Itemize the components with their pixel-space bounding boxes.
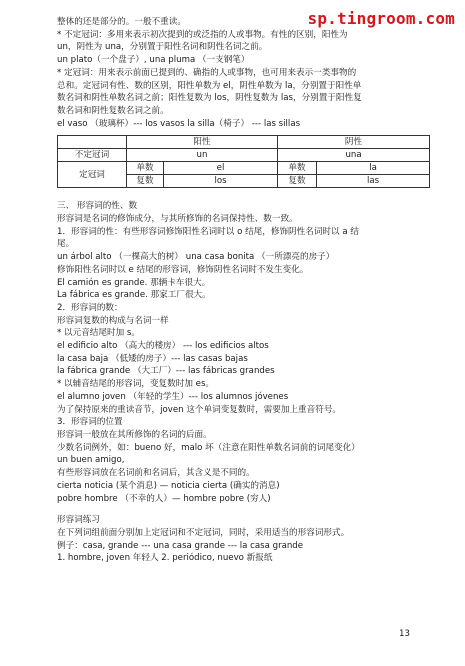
label-singular: 单数 [127, 162, 164, 175]
header-masculine: 阳性 [127, 136, 278, 149]
text-line: * 以辅音结尾的形容词，变复数时加 es。 [57, 379, 215, 390]
example-line: cierta noticia (某个消息) — noticia cierta (确实的消息) [57, 480, 280, 491]
cell-def-fem-pl: las [317, 175, 430, 188]
text-line: * 以元音结尾时加 s。 [57, 328, 140, 339]
row-label-indefinite: 不定冠词 [58, 149, 127, 162]
example-line: un plato（一个盘子）, una pluma （一支钢笔） [57, 55, 250, 66]
example-line: el alumno joven （年轻的学生）--- los alumnos jóvenes [57, 391, 289, 402]
text-line: 修饰阳性名词时以 e 结尾的形容词，修饰阴性名词时不发生变化。 [57, 264, 309, 275]
text-line: 数名词和阴性复数名词之前。 [57, 105, 169, 116]
example-line: un árbol alto （一棵高大的树） una casa bonita （一所漂亮的房子） [57, 252, 335, 263]
site-watermark: sp.tingroom.com [307, 9, 455, 28]
subheading: 3．形容词的位置 [57, 417, 123, 428]
exercise-section [57, 514, 429, 565]
section-heading: 形容词练习 [57, 515, 100, 526]
cell-indef-masc: un [127, 149, 278, 162]
text-line: un，阴性为 una，分别置于阳性名词和阴性名词之前。 [57, 42, 268, 53]
section-heading: 三、 形容词的性、数 [57, 201, 138, 212]
text-line: 形容词一般放在其所修饰的名词的后面。 [57, 429, 212, 440]
cell-def-fem-sg: la [317, 162, 430, 175]
text-line: 在下列词组前面分别加上定冠词和不定冠词，同时，采用适当的形容词形式。 [57, 527, 350, 538]
example-line: la fábrica grande （大工厂）--- las fábricas grandes [57, 366, 275, 377]
table-corner [58, 136, 127, 149]
text-line: 1．形容词的性：有些形容词修饰阳性名词时以 o 结尾，修饰阴性名词时以 a 结 [57, 226, 359, 237]
article-table [57, 135, 430, 188]
text-line: 整体的还是部分的。一般不重读。 [57, 17, 186, 27]
label-singular: 单数 [278, 162, 317, 175]
cell-def-masc-pl: los [164, 175, 278, 188]
cell-def-masc-sg: el [164, 162, 278, 175]
text-line: 总和。定冠词有性、数的区别，阳性单数为 el，阴性单数为 la，分别置于阳性单 [57, 80, 362, 91]
text-line: 少数名词例外，如：bueno 好，malo 坏（注意在阳性单数名词前的词尾变化） [57, 442, 360, 453]
subheading: 2．形容词的数： [57, 302, 123, 313]
text-line: 数名词和阴性单数名词之前；阳性复数为 los，阴性复数为 las，分别置于阳性复 [57, 93, 362, 104]
example-line: la casa baja （低矮的房子）--- las casas bajas [57, 353, 248, 364]
cell-indef-fem: una [278, 149, 430, 162]
label-plural: 复数 [278, 175, 317, 188]
text-line: * 不定冠词：多用来表示初次提到的或泛指的人或事物。有性的区别，阳性为 [57, 29, 348, 40]
text-line: * 定冠词：用来表示前面已提到的、确指的人或事物，也可用来表示一类事物的 [57, 67, 357, 78]
example-line: pobre hombre （不幸的人）— hombre pobre (穷人) [57, 493, 271, 504]
intro-section [57, 16, 429, 130]
text-line: 为了保持原来的重读音节，joven 这个单词变复数时，需要加上重音符号。 [57, 404, 342, 415]
document-body [57, 16, 429, 565]
text-line: 尾。 [57, 239, 75, 250]
exercise-item: 1. hombre, joven 年轻人 2. periódico, nuevo 新报纸 [57, 553, 273, 564]
header-feminine: 阴性 [278, 136, 430, 149]
example-line: El camión es grande. 那辆卡车很大。 [57, 277, 211, 288]
example-line: La fábrica es grande. 那家工厂很大。 [57, 290, 211, 301]
row-label-definite: 定冠词 [58, 162, 127, 188]
example-line: 例子：casa, grande --- una casa grande --- la casa grande [57, 540, 304, 551]
page-number: 13 [399, 629, 410, 639]
label-plural: 复数 [127, 175, 164, 188]
adjective-section [57, 200, 429, 505]
text-line: 有些形容词放在名词前和名词后，其含义是不同的。 [57, 468, 255, 479]
example-line: un buen amigo, [57, 455, 125, 466]
example-line: el vaso （玻璃杯）--- los vasos la silla（椅子） --- las sillas [57, 118, 301, 129]
text-line: 形容词是名词的修饰成分，与其所修饰的名词保持性、数一致。 [57, 214, 298, 225]
example-line: el edificio alto （高大的楼房） --- los edificios altos [57, 341, 269, 352]
text-line: 形容词复数的构成与名词一样 [57, 315, 169, 326]
